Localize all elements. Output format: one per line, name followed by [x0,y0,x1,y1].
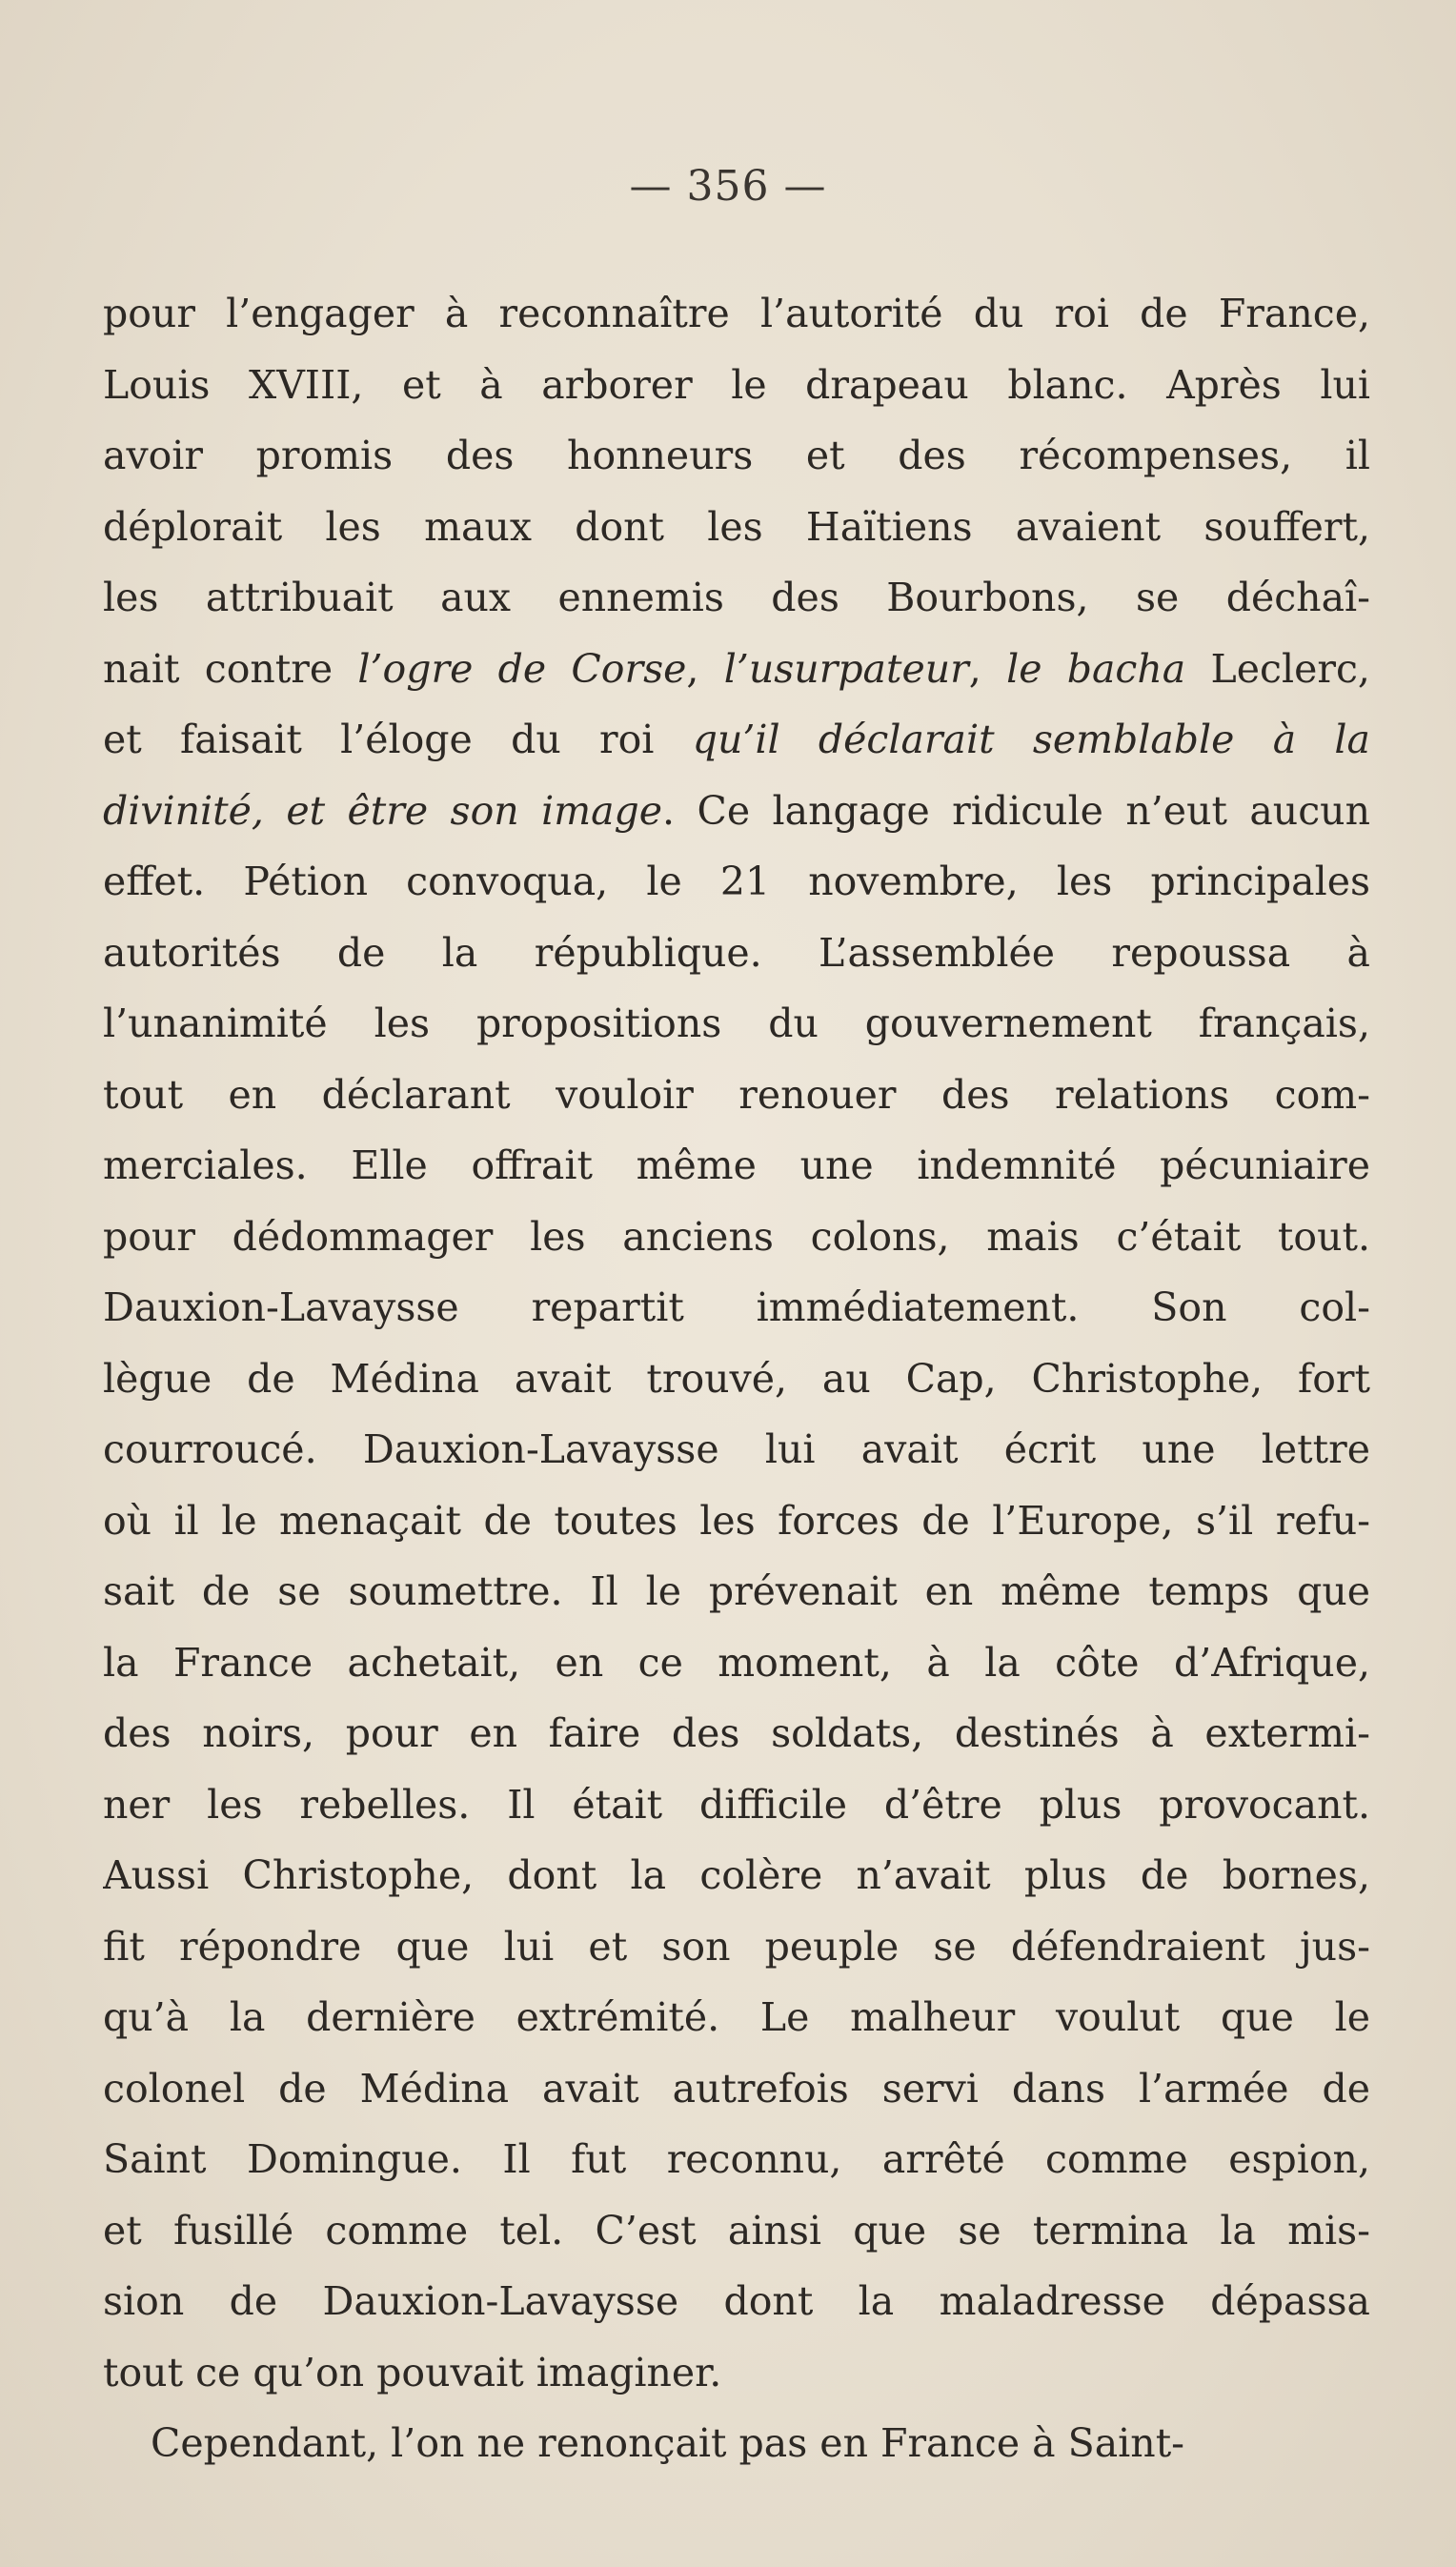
text-segment: autorités de la république. L’assemblée repoussa à [103,929,1370,976]
italic-text: le bacha [1006,645,1186,692]
text-segment: fit répondre que lui et son peuple se défendraient jus- [103,1923,1370,1970]
text-segment: les attribuait aux ennemis des Bourbons, se déchaî- [103,575,1370,620]
text-segment: et fusillé comme tel. C’est ainsi que se termina la mis- [103,2207,1370,2254]
text-line [103,1202,1370,1273]
text-line [103,1130,1370,1202]
text-segment: nait contre [103,645,358,692]
italic-text: qu’il déclarait semblable à la [692,717,1370,762]
text-line [103,278,1370,350]
text-segment: , [686,645,724,692]
italic-text: divinité, et être son image [103,787,663,834]
text-line [103,1911,1370,1983]
text-line [103,492,1370,563]
text-segment: pour l’engager à reconnaître l’autorité du roi de France, [103,291,1370,336]
text-segment: . Ce langage ridicule n’eut aucun [662,787,1370,834]
text-segment: et faisait l’éloge du roi [103,717,693,762]
text-segment: déplorait les maux dont les Haïtiens avaient souffert, [103,503,1370,550]
text-segment: effet. Pétion convoqua, le 21 novembre, les principales [103,859,1370,904]
text-segment: merciales. Elle offrait même une indemnité pécuniaire [103,1142,1370,1188]
text-segment: qu’à la dernière extrémité. Le malheur voulut que le [103,1994,1370,2040]
text-segment: l’unanimité les propositions du gouvernement français, [103,1001,1370,1046]
text-segment: courroucé. Dauxion-Lavaysse lui avait écrit une lettre [103,1426,1370,1472]
text-segment: la France achetait, en ce moment, à la côte d’Afrique, [103,1639,1370,1686]
text-line [103,2337,1370,2409]
text-line [103,918,1370,989]
text-segment: Cependant, l’on ne renonçait pas en France à Saint- [151,2420,1185,2466]
text-segment: Aussi Christophe, dont la colère n’avait plus de bornes, [103,1852,1370,1898]
text-line [103,2408,1370,2479]
text-segment: , [968,645,1007,692]
text-line [103,1556,1370,1627]
body-text [103,278,1370,2479]
text-segment: ner les rebelles. Il était difficile d’être plus provocant. [103,1781,1370,1828]
text-segment: Louis XVIII, et à arborer le drapeau blanc. Après lui [103,361,1370,408]
text-segment: tout en déclarant vouloir renouer des relations com- [103,1071,1370,1118]
text-line [103,2266,1370,2337]
text-segment: pour dédommager les anciens colons, mais c’était tout. [103,1213,1370,1260]
text-segment: colonel de Médina avait autrefois servi dans l’armée de [103,2065,1370,2112]
text-line [103,988,1370,1060]
text-segment: Saint Domingue. Il fut reconnu, arrêté comme espion, [103,2136,1370,2182]
text-line [103,1486,1370,1557]
text-line [103,1840,1370,1911]
text-line [103,562,1370,634]
text-line [103,1698,1370,1769]
text-line [103,1344,1370,1415]
text-line [103,420,1370,492]
text-segment: lègue de Médina avait trouvé, au Cap, Christophe, fort [103,1355,1370,1402]
text-segment: des noirs, pour en faire des soldats, destinés à extermi- [103,1710,1370,1756]
text-line [103,1272,1370,1344]
page-number: — 356 — [629,162,827,211]
text-line [103,634,1370,705]
text-line [103,776,1370,847]
text-line [103,846,1370,918]
text-segment: où il le menaçait de toutes les forces de l’Europe, s’il refu- [103,1497,1370,1544]
text-segment: Dauxion-Lavaysse repartit immédiatement. Son col- [103,1284,1370,1330]
text-segment: tout ce qu’on pouvait imaginer. [103,2349,722,2395]
text-line [103,2053,1370,2125]
text-line [103,2124,1370,2195]
text-line [103,1060,1370,1131]
text-line [103,704,1370,776]
italic-text: l’usurpateur [723,645,969,692]
text-line [103,350,1370,421]
text-segment: Leclerc, [1185,645,1370,692]
text-line [103,2195,1370,2267]
text-line [103,1769,1370,1841]
text-segment: sait de se soumettre. Il le prévenait en même temps que [103,1568,1370,1614]
italic-text: l’ogre de Corse [357,645,687,692]
text-segment: sion de Dauxion-Lavaysse dont la maladresse dépassa [103,2278,1370,2324]
text-line [103,1982,1370,2053]
text-segment: avoir promis des honneurs et des récompenses, il [103,433,1370,478]
text-line [103,1414,1370,1486]
text-line [103,1627,1370,1699]
